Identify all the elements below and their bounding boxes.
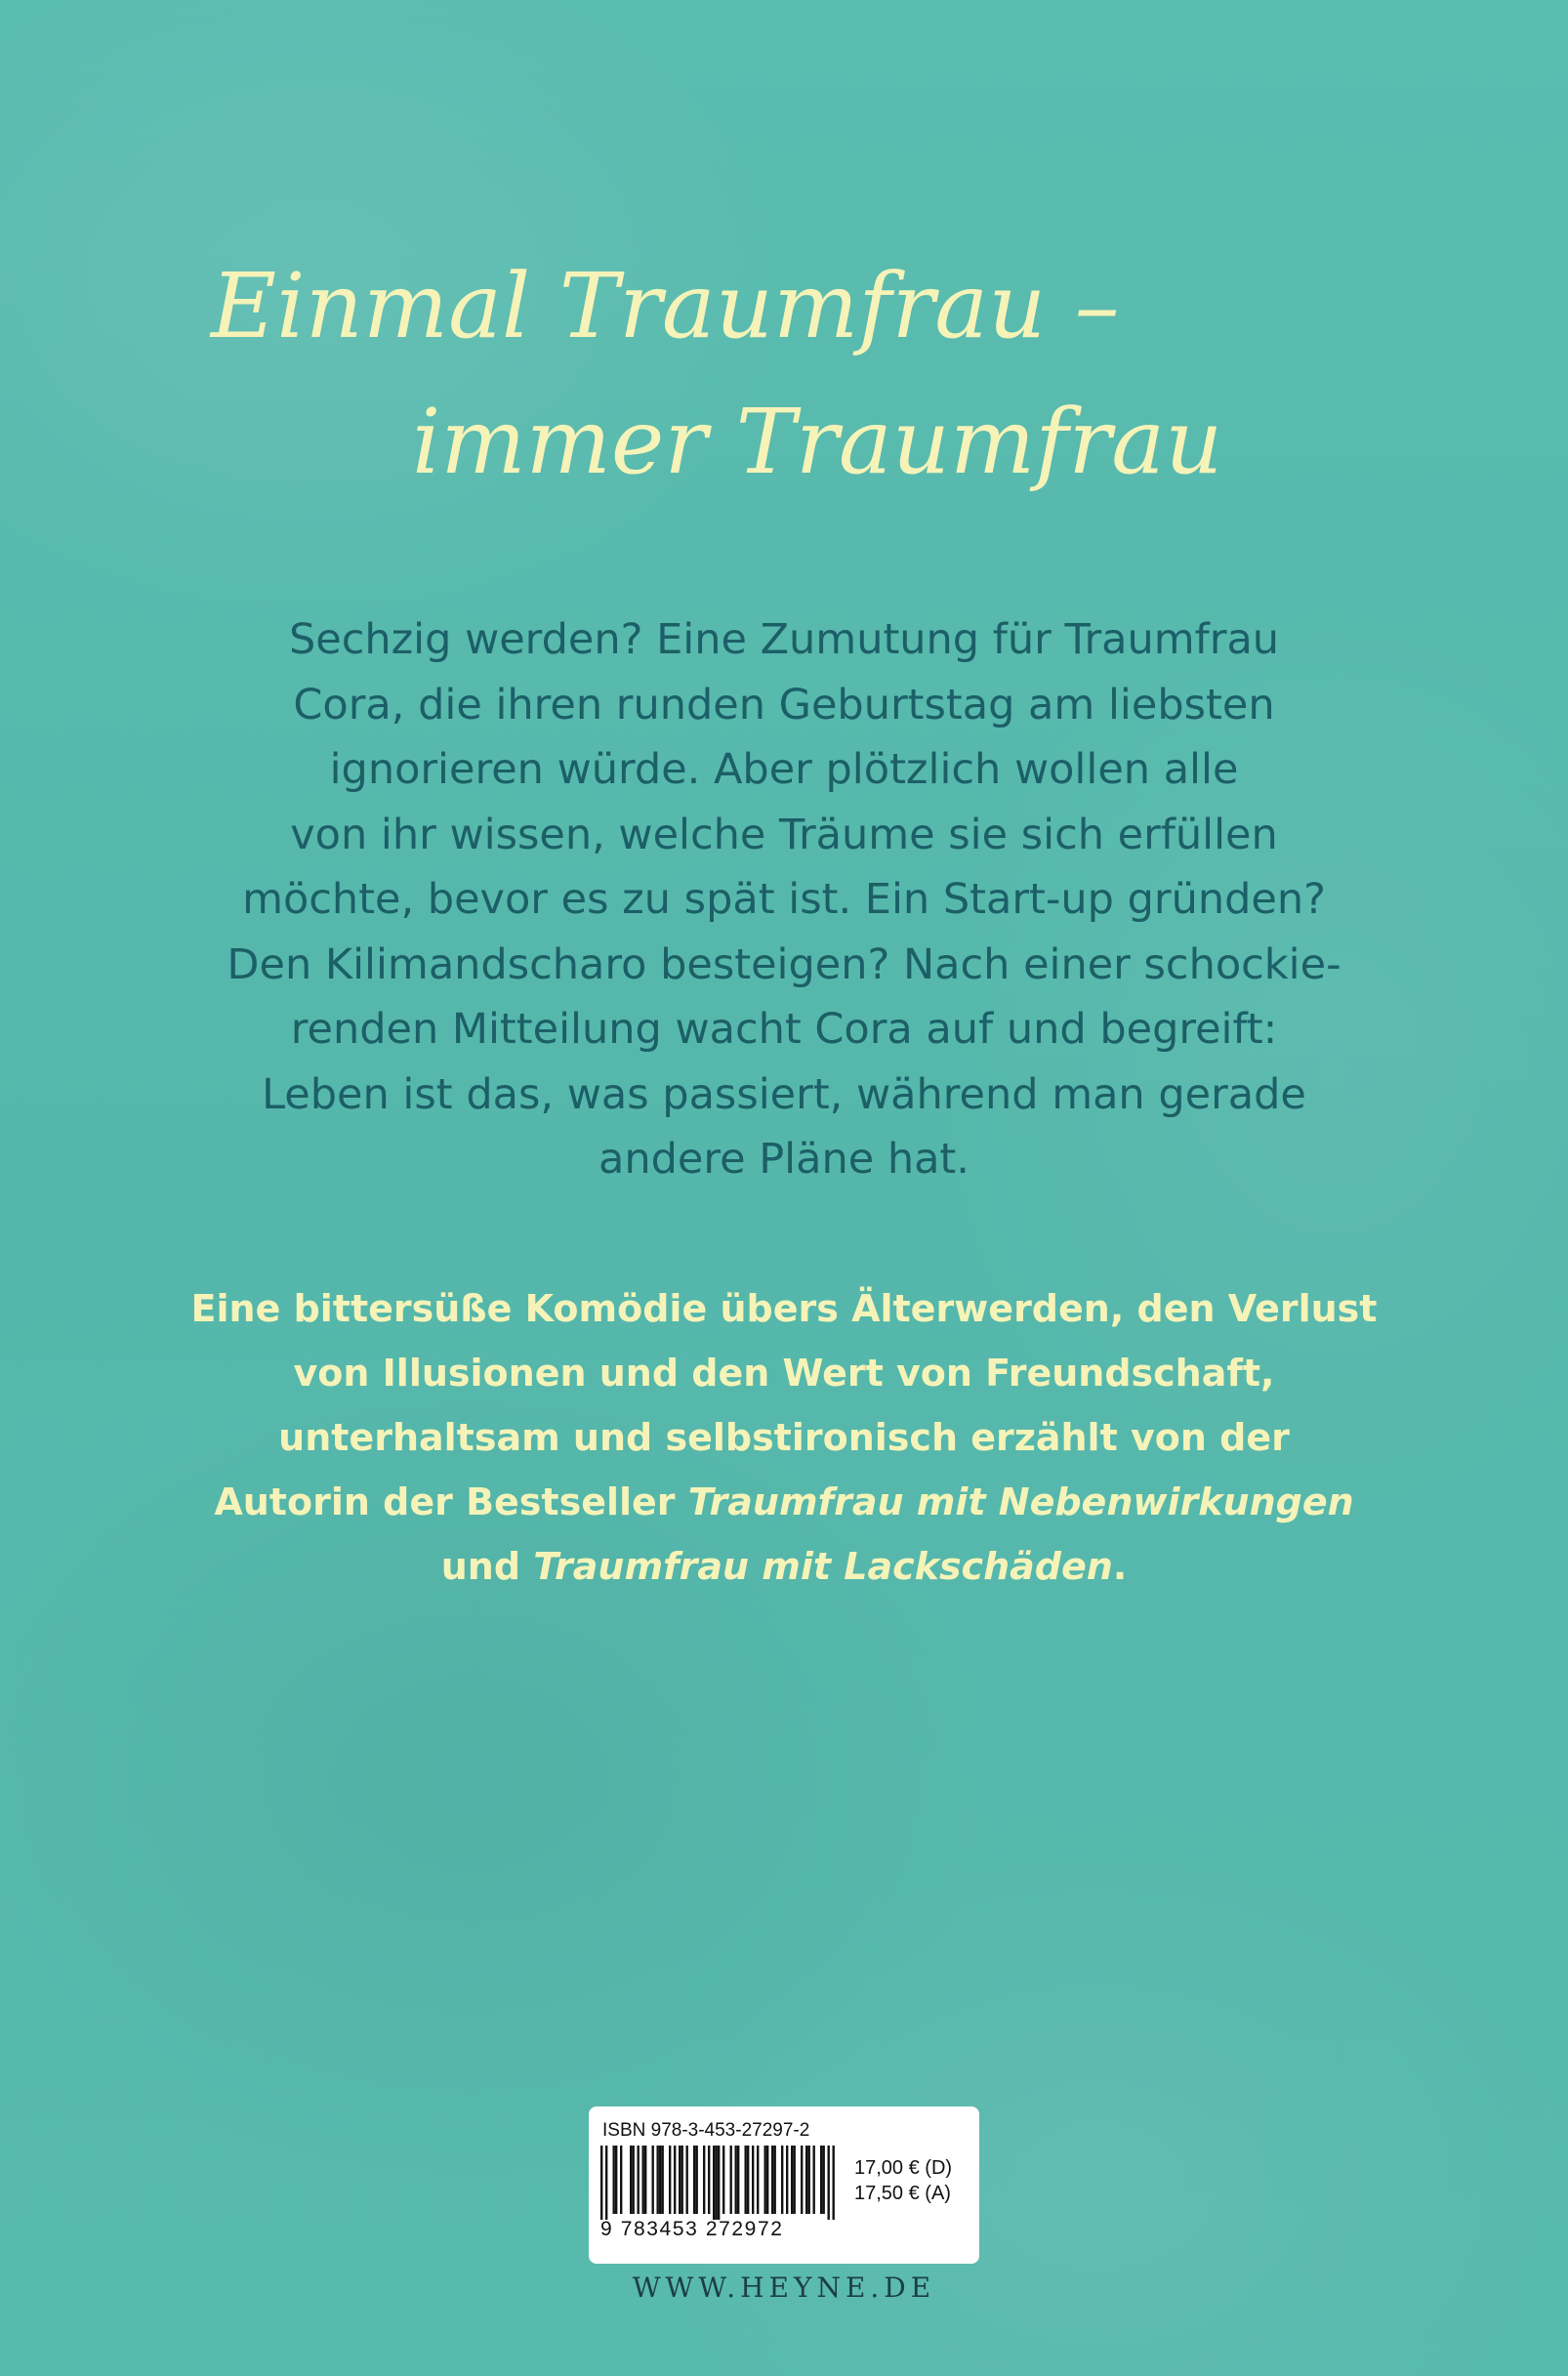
headline-line-2: immer Traumfrau (412, 390, 1223, 494)
tagline-text: . (1112, 1545, 1128, 1588)
barcode-bar (730, 2146, 732, 2214)
blurb-line: Den Kilimandscharo besteigen? Nach einer schockie- (227, 939, 1341, 989)
headline-line-1: Einmal Traumfrau – (211, 254, 1120, 358)
barcode-digits: 9 783453 272972 (600, 2218, 784, 2240)
barcode-bar (620, 2146, 622, 2214)
barcode-bar (722, 2146, 724, 2214)
barcode-bar (801, 2146, 803, 2214)
barcode-bar (605, 2146, 607, 2220)
barcode-bar (813, 2146, 815, 2214)
barcode-bar (716, 2146, 718, 2220)
barcode-bar (600, 2146, 602, 2220)
price-germany: 17,00 € (D) (854, 2157, 953, 2179)
barcode-bar (713, 2146, 715, 2220)
barcode-bar (766, 2146, 768, 2214)
tagline-line: Eine bittersüße Komödie übers Älterwerden, den Verlust (190, 1287, 1378, 1330)
blurb-line: Sechzig werden? Eine Zumutung für Traumfrau (288, 615, 1280, 664)
barcode-bar (674, 2146, 676, 2214)
barcode-bar (642, 2146, 644, 2214)
blurb-line: möchte, bevor es zu spät ist. Ein Start-up gründen? (242, 875, 1326, 924)
blurb-line: renden Mitteilung wacht Cora auf und begreift: (290, 1005, 1278, 1054)
blurb-line: andere Pläne hat. (598, 1135, 970, 1184)
barcode-bar (745, 2146, 747, 2214)
tagline-text: Autorin der Bestseller (214, 1480, 688, 1523)
barcode-bar (613, 2146, 615, 2214)
barcode-bar (644, 2146, 646, 2214)
barcode-bar (657, 2146, 659, 2214)
price-austria: 17,50 € (A) (854, 2183, 951, 2204)
barcode-bar (820, 2146, 822, 2214)
barcode-box (589, 2106, 979, 2264)
barcode-bar (828, 2146, 830, 2220)
barcode-bar (764, 2146, 766, 2214)
blurb-paragraph (156, 607, 1412, 1192)
tagline-text: und (440, 1545, 534, 1588)
barcode-bar (718, 2146, 720, 2220)
barcode-bar (679, 2146, 681, 2214)
barcode-bar (833, 2146, 835, 2220)
barcode-bar (708, 2146, 710, 2214)
barcode-bar (757, 2146, 759, 2214)
barcode-bar (747, 2146, 749, 2214)
blurb-line: Leben ist das, was passiert, während man gerade (262, 1069, 1306, 1119)
barcode-bar (786, 2146, 788, 2214)
barcode-bar (752, 2146, 754, 2214)
barcode-bar (823, 2146, 825, 2214)
barcode-bar (774, 2146, 776, 2214)
barcode-bar (791, 2146, 793, 2214)
barcode-bar (630, 2146, 632, 2214)
barcode-bar (681, 2146, 683, 2214)
barcode-bar (615, 2146, 617, 2214)
tagline-line: unterhaltsam und selbstironisch erzählt von der (278, 1416, 1290, 1459)
barcode-bar (771, 2146, 773, 2214)
publisher-website: WWW.HEYNE.DE (632, 2272, 936, 2304)
barcode-bar (659, 2146, 661, 2214)
tagline-line (146, 1470, 1422, 1534)
tagline-paragraph (146, 1276, 1422, 1599)
blurb-line: ignorieren würde. Aber plötzlich wollen alle (329, 745, 1239, 794)
tagline-line: von Illusionen und den Wert von Freundschaft, (293, 1352, 1275, 1395)
barcode-bar (703, 2146, 705, 2214)
barcode-bar (633, 2146, 635, 2214)
barcode-bar (693, 2146, 695, 2214)
barcode-bar (805, 2146, 807, 2214)
isbn-label: ISBN 978-3-453-27297-2 (602, 2120, 810, 2141)
barcode-icon (600, 2146, 835, 2220)
barcode-bar (794, 2146, 796, 2214)
blurb-line: von ihr wissen, welche Träume sie sich erfüllen (290, 810, 1278, 859)
barcode-bar (669, 2146, 671, 2214)
barcode-bar (735, 2146, 737, 2214)
tagline-line (146, 1534, 1422, 1599)
barcode-bar (652, 2146, 654, 2214)
barcode-bar (638, 2146, 640, 2214)
barcode-bar (781, 2146, 783, 2214)
barcode-bar (686, 2146, 688, 2214)
bestseller-title-1: Traumfrau mit Nebenwirkungen (687, 1480, 1354, 1523)
barcode-bar (737, 2146, 739, 2214)
barcode-bar (808, 2146, 810, 2214)
barcode-bar (662, 2146, 664, 2214)
blurb-line: Cora, die ihren runden Geburtstag am liebsten (293, 680, 1275, 729)
bestseller-title-2: Traumfrau mit Lackschäden (533, 1545, 1113, 1588)
barcode-bar (696, 2146, 698, 2214)
